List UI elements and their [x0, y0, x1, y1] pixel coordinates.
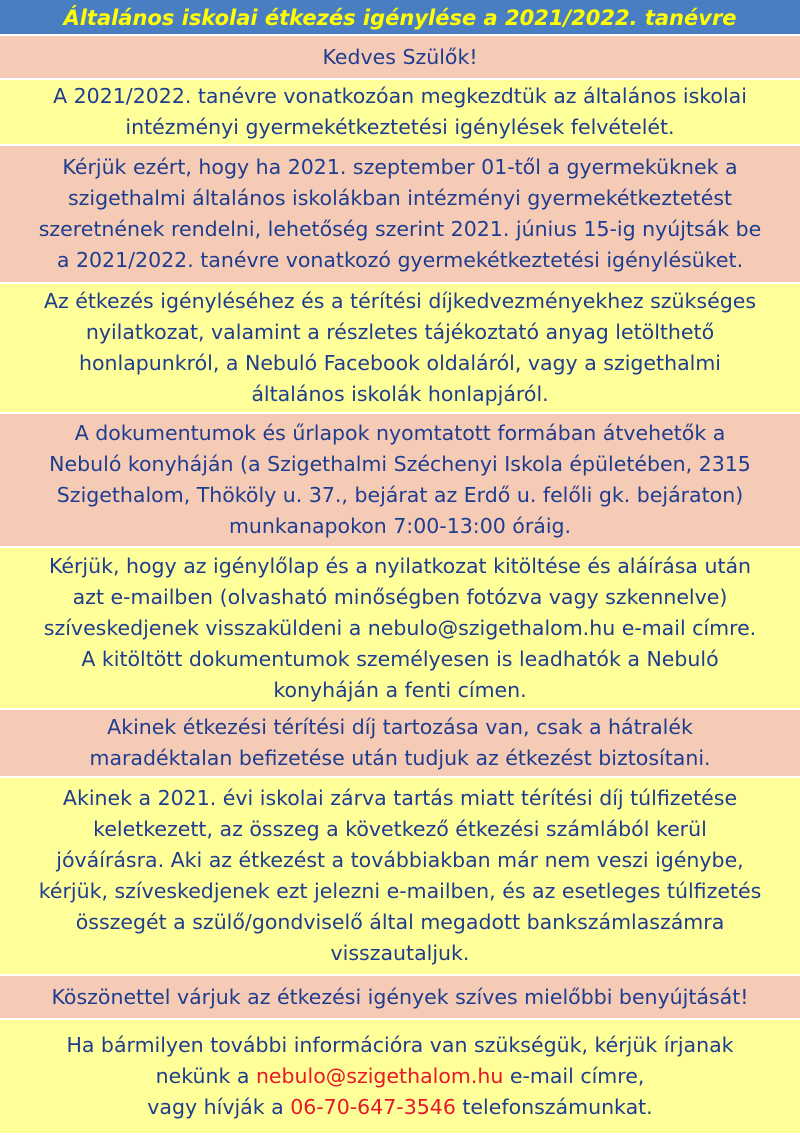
contact-line-1: Ha bármilyen további információra van szükségük, kérjük írjanak	[66, 1033, 734, 1057]
paragraph-debt: Akinek étkezési térítési díj tartozása van, csak a hátralék maradéktalan befizetése után tudjuk az étkezést biztosítani.	[0, 710, 800, 778]
contact-phone[interactable]: 06-70-647-3546	[290, 1095, 456, 1119]
paragraph-return: Kérjük, hogy az igénylőlap és a nyilatkozat kitöltése és aláírása után azt e-mailben (olvasható minőségben fotózva vagy szkennelve) szíveskedjenek visszaküldeni a nebulo@szigethalom.hu e-mail címre. A kitöltött dokumentumok személyesen is leadhatók a Nebuló konyháján a fenti címen.	[0, 548, 800, 710]
contact-line-3	[147, 1092, 652, 1123]
paragraph-request: Kérjük ezért, hogy ha 2021. szeptember 01-től a gyermeküknek a szigethalmi általános iskolákban intézményi gyermekétkeztetést szeretnének rendelni, lehetőség szerint 2021. június 15-ig nyújtsák be a 2021/2022. tanévre vonatkozó gyermekétkeztetési igénylésüket.	[0, 146, 800, 284]
page-title: Általános iskolai étkezés igénylése a 2021/2022. tanévre	[0, 0, 800, 36]
paragraph-downloads: Az étkezés igényléséhez és a térítési díjkedvezményekhez szükséges nyilatkozat, valamint a részletes tájékoztató anyag letölthető honlapunkról, a Nebuló Facebook oldaláról, vagy a szigethalmi általános iskolák honlapjáról.	[0, 284, 800, 414]
contact-line-2-prefix: nekünk a	[155, 1064, 256, 1088]
paragraph-thanks: Köszönettel várjuk az étkezési igények szíves mielőbbi benyújtását!	[0, 976, 800, 1020]
paragraph-overpayment: Akinek a 2021. évi iskolai zárva tartás miatt térítési díj túlfizetése keletkezett, az összeg a következő étkezési számlából kerül jóváírásra. Aki az étkezést a továbbiakban már nem veszi igénybe, kérjük, szíveskedjenek ezt jelezni e-mailben, és az esetleges túlfizetés összegét a szülő/gondviselő által megadott bankszámlaszámra visszautaljuk.	[0, 778, 800, 976]
paragraph-intro: A 2021/2022. tanévre vonatkozóan megkezdtük az általános iskolai intézményi gyermekétkeztetési igénylések felvételét.	[0, 80, 800, 146]
greeting: Kedves Szülők!	[0, 36, 800, 80]
contact-line-2	[156, 1061, 645, 1092]
contact-block	[0, 1020, 800, 1135]
paragraph-pickup: A dokumentumok és űrlapok nyomtatott formában átvehetők a Nebuló konyháján (a Szigethalmi Széchenyi Iskola épületében, 2315 Szigethalom, Thököly u. 37., bejárat az Erdő u. felőli gk. bejáraton) munkanapokon 7:00-13:00 óráig.	[0, 414, 800, 548]
contact-line-3-prefix: vagy hívják a	[147, 1095, 291, 1119]
contact-line-3-suffix: telefonszámunkat.	[455, 1095, 653, 1119]
contact-line-2-suffix: e-mail címre,	[503, 1064, 645, 1088]
contact-email[interactable]: nebulo@szigethalom.hu	[255, 1064, 504, 1088]
